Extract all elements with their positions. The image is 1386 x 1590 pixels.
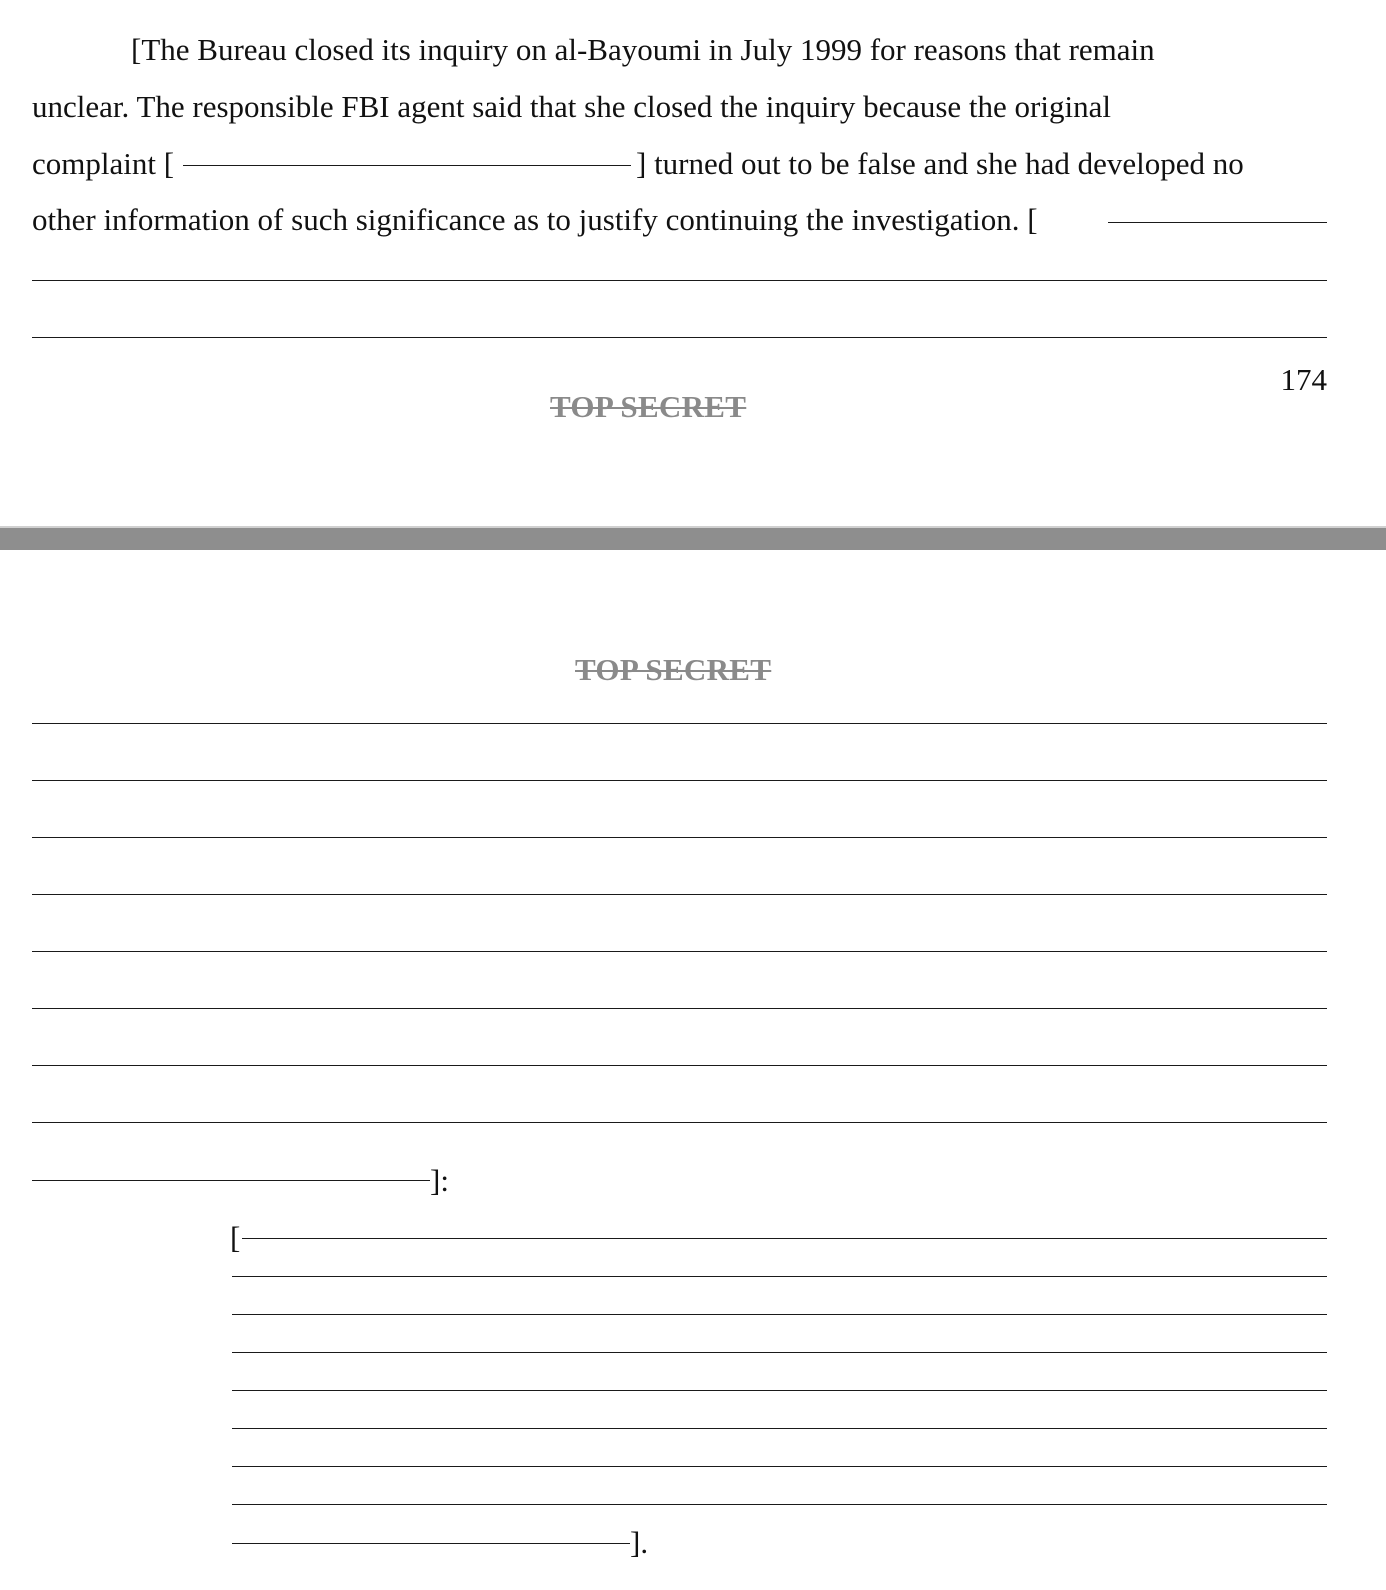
redaction-line <box>32 1122 1327 1123</box>
classification-footer: TOP SECRET <box>550 389 747 424</box>
redaction-line <box>32 1008 1327 1009</box>
redaction-close-bracket: ]: <box>430 1163 449 1198</box>
redaction-line <box>232 1428 1327 1429</box>
redaction-line <box>232 1314 1327 1315</box>
paragraph-line-3-end: ] turned out to be false and she had developed no <box>636 146 1244 181</box>
redaction-line <box>32 837 1327 838</box>
redaction-line <box>232 1543 630 1544</box>
redaction-line <box>232 1504 1327 1505</box>
redaction-line <box>232 1390 1327 1391</box>
redaction-line <box>32 1180 430 1181</box>
page-separator <box>0 526 1386 550</box>
redaction-line <box>32 337 1327 338</box>
redaction-line <box>1108 222 1327 223</box>
redaction-line <box>32 780 1327 781</box>
paragraph-line-3-start: complaint [ <box>32 146 175 181</box>
redaction-line <box>232 1466 1327 1467</box>
redaction-line <box>232 1276 1327 1277</box>
redaction-line <box>32 723 1327 724</box>
paragraph-line-4: other information of such significance as to justify continuing the investigation. [ <box>32 202 1038 237</box>
redaction-line <box>183 165 631 166</box>
redaction-line <box>232 1352 1327 1353</box>
redaction-line <box>242 1238 1327 1239</box>
redaction-line <box>32 951 1327 952</box>
redaction-line <box>32 894 1327 895</box>
classification-header: TOP SECRET <box>575 652 772 687</box>
redaction-line <box>32 1065 1327 1066</box>
page-number: 174 <box>1280 362 1327 397</box>
redaction-open-bracket: [ <box>230 1220 241 1255</box>
paragraph-line-1: [The Bureau closed its inquiry on al-Bayoumi in July 1999 for reasons that remain <box>131 32 1155 67</box>
redaction-line <box>32 280 1327 281</box>
redaction-close-period: ]. <box>630 1525 649 1560</box>
paragraph-line-2: unclear. The responsible FBI agent said that she closed the inquiry because the original <box>32 89 1111 124</box>
